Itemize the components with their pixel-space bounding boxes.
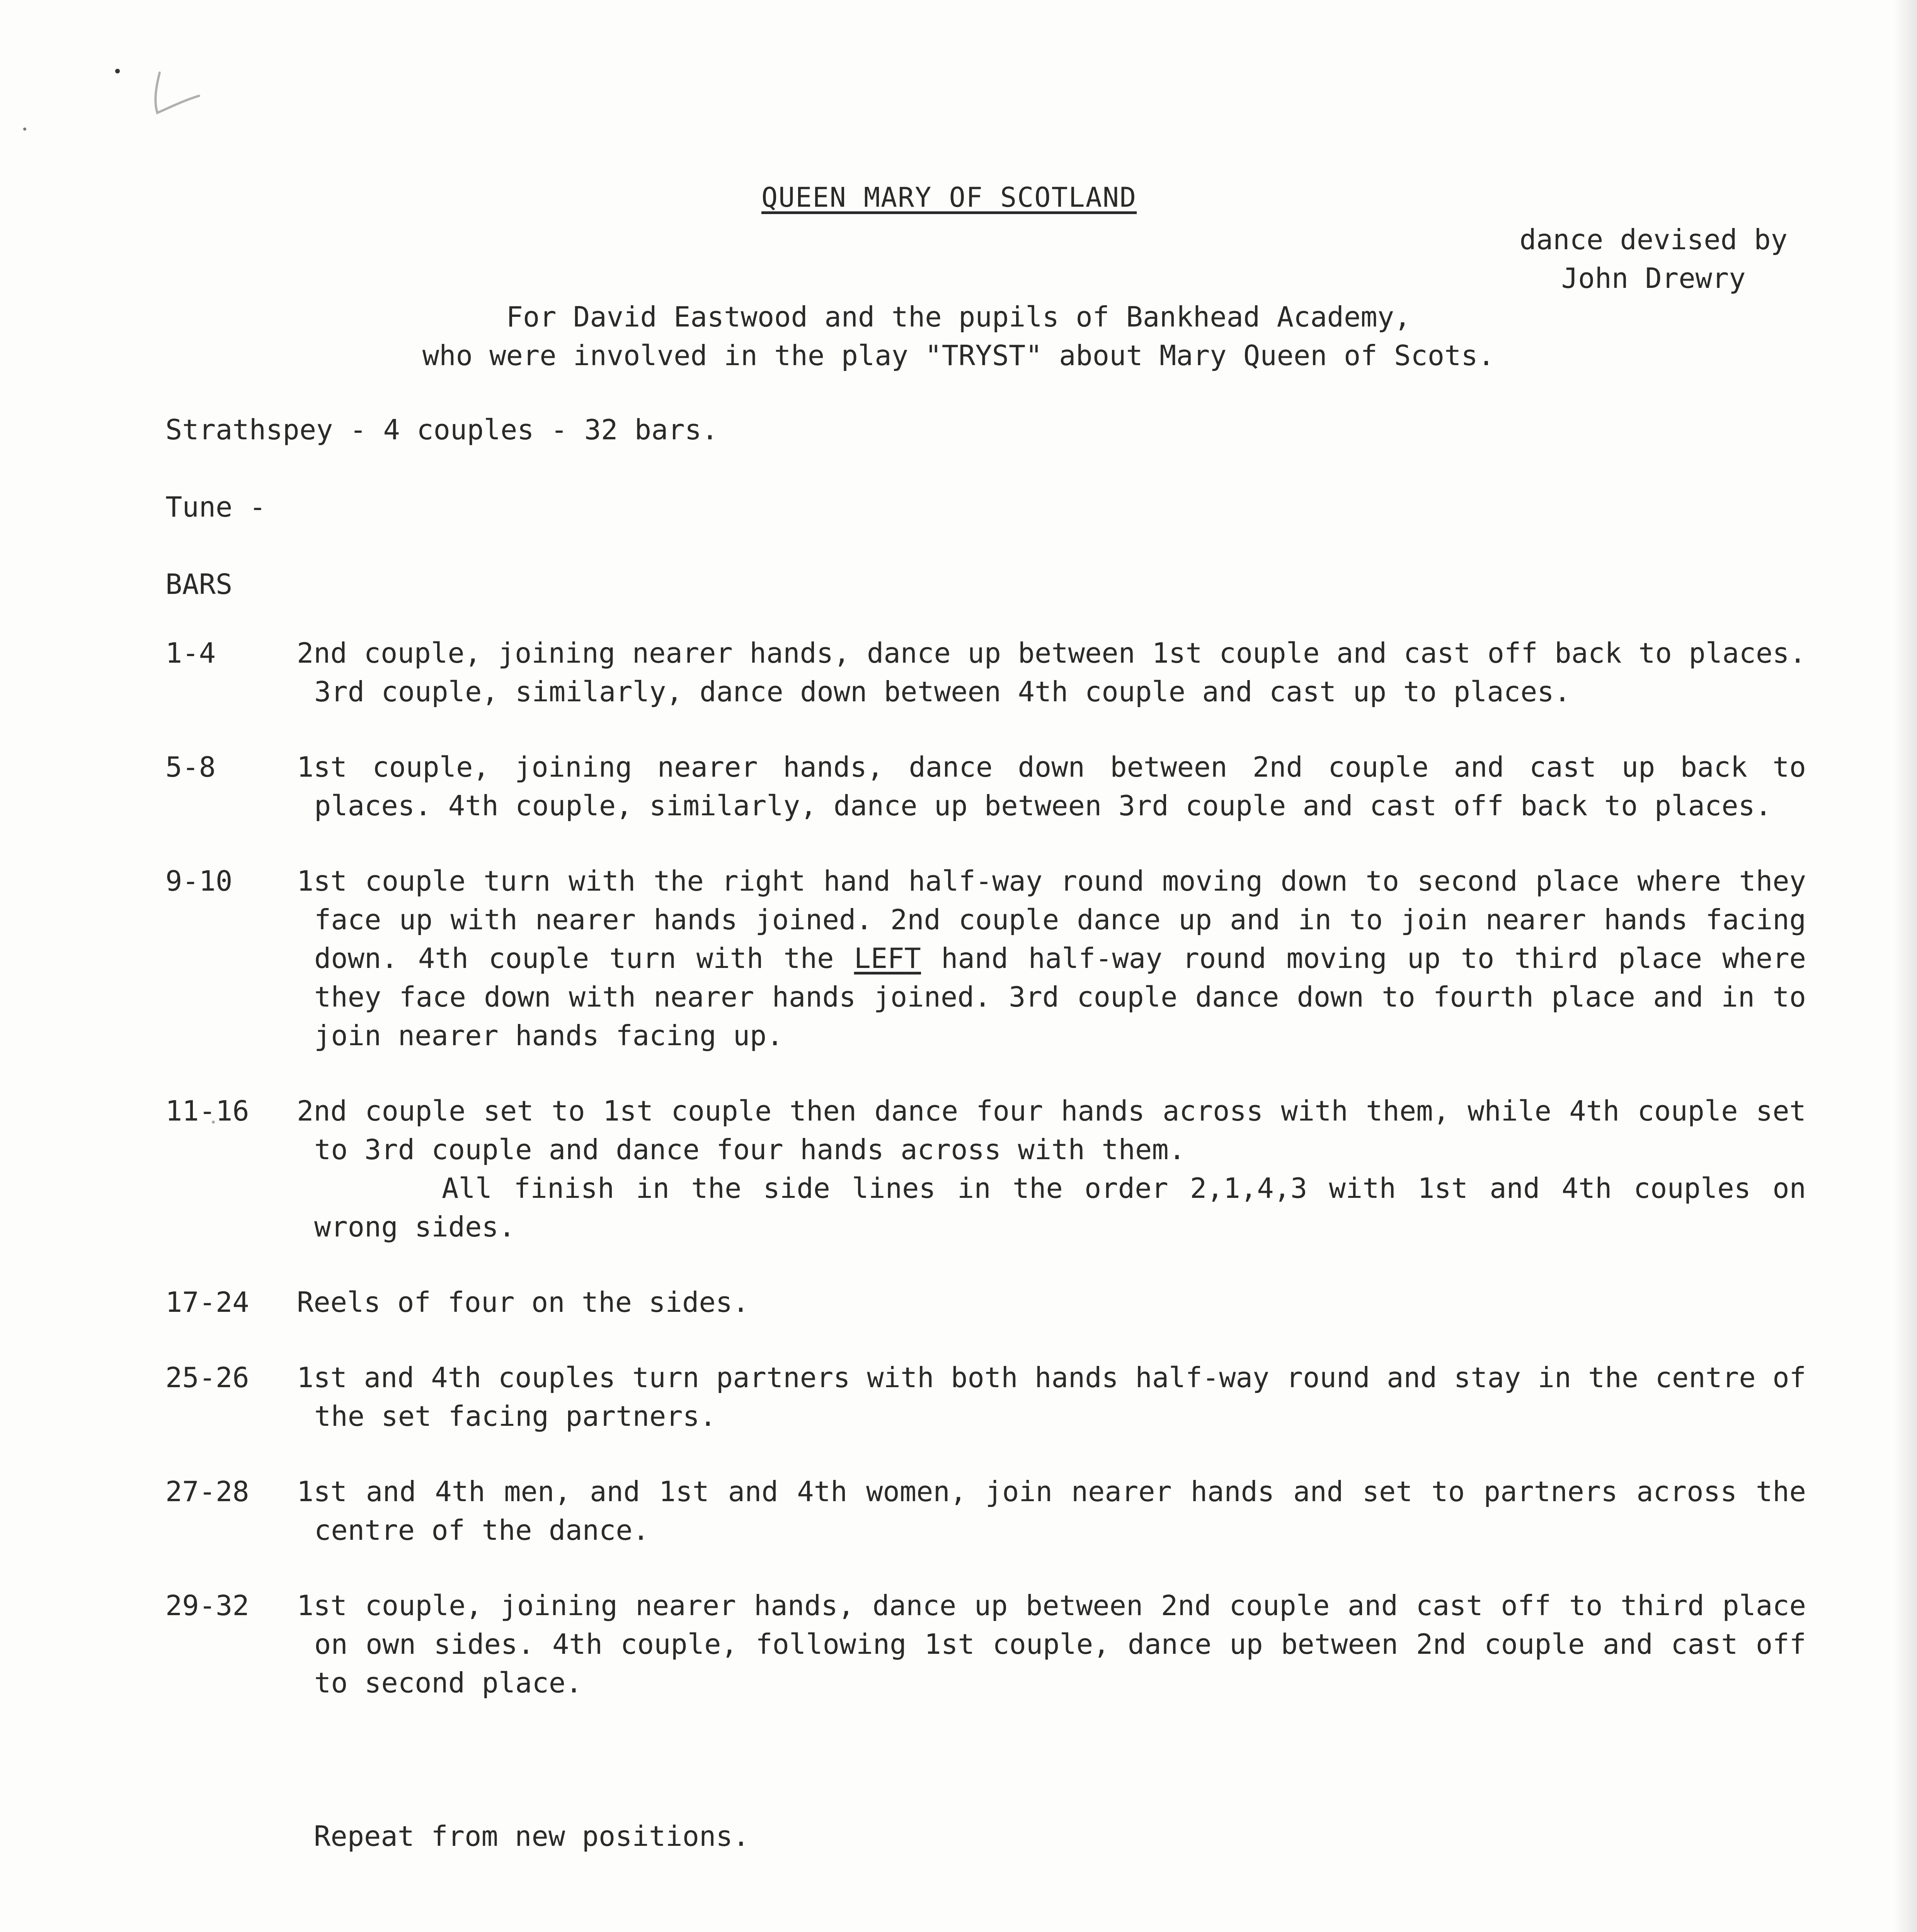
figure-description: 1st and 4th men, and 1st and 4th women, join nearer hands and set to partners across the centre of the dance. — [297, 1475, 1806, 1546]
figure-text: hand half-way round moving up to third place where they face down with nearer hands joined. 3rd couple dance down to fourth place and in to join nearer hands facing up. — [314, 942, 1806, 1052]
figure-list — [0, 634, 1917, 1739]
figure-bars: 11-16 — [165, 1095, 249, 1127]
scan-speck — [23, 128, 26, 131]
figure-item — [0, 1283, 1917, 1321]
figure-bars: 25-26 — [165, 1361, 249, 1394]
figure-bars: 5-8 — [165, 751, 216, 783]
figure-description: 1st and 4th couples turn partners with both hands half-way round and stay in the centre of the set facing partners. — [297, 1361, 1806, 1432]
page-title: QUEEN MARY OF SCOTLAND — [761, 182, 1137, 213]
credit-author: John Drewry — [1561, 262, 1746, 294]
figure-item — [0, 748, 1917, 825]
dedication-line: who were involved in the play "TRYST" about Mary Queen of Scots. — [422, 339, 1495, 372]
figure-description: 2nd couple, joining nearer hands, dance up between 1st couple and cast off back to places. 3rd couple, similarly, dance down between 4th couple and cast up to places. — [297, 637, 1806, 708]
figure-item — [0, 1358, 1917, 1435]
punch-dot — [115, 69, 120, 73]
figure-bars: 17-24 — [165, 1286, 249, 1318]
emphasis-text: LEFT — [854, 942, 921, 975]
figure-item — [0, 634, 1917, 711]
figure-item — [0, 1092, 1917, 1246]
dedication-line: For David Eastwood and the pupils of Bankhead Academy, — [506, 301, 1411, 333]
figure-bars: 9-10 — [165, 865, 233, 897]
figure-text: 1st couple turn with the right hand half-way round moving down to second place where they face up with nearer hands joined. 2nd couple dance up and in to join nearer hands facing down. 4th couple turn with the — [297, 865, 1806, 975]
figure-description: 1st couple, joining nearer hands, dance up between 2nd couple and cast off to third place on own sides. 4th couple, following 1st couple, dance up between 2nd couple and cast off to second place. — [297, 1589, 1806, 1699]
tune-label: Tune - — [165, 491, 266, 523]
credit — [1519, 220, 1788, 298]
figure-item — [0, 1472, 1917, 1549]
repeat-instruction: Repeat from new positions. — [314, 1820, 750, 1852]
figure-description: 1st couple, joining nearer hands, dance down between 2nd couple and cast up back to places. 4th couple, similarly, dance up between 3rd couple and cast off back to places. — [297, 751, 1806, 822]
figure-bars: 27-28 — [165, 1475, 249, 1508]
handwritten-mark-icon — [149, 70, 207, 120]
dedication — [0, 298, 1917, 375]
dance-type: Strathspey - 4 couples - 32 bars. — [165, 413, 718, 446]
figure-description — [297, 1092, 1806, 1246]
figure-text-continued: All finish in the side lines in the order 2,1,4,3 with 1st and 4th couples on wrong sides. — [314, 1172, 1806, 1243]
figure-text: 2nd couple set to 1st couple then dance four hands across with them, while 4th couple set to 3rd couple and dance four hands across with them. — [297, 1095, 1806, 1166]
figure-bars: 1-4 — [165, 637, 216, 669]
figure-bars: 29-32 — [165, 1589, 249, 1622]
figure-item — [0, 1586, 1917, 1702]
figure-description — [297, 862, 1806, 1055]
credit-line: dance devised by — [1519, 223, 1788, 256]
figure-description: Reels of four on the sides. — [297, 1286, 749, 1318]
figure-item — [0, 862, 1917, 1055]
bars-heading: BARS — [165, 568, 233, 600]
